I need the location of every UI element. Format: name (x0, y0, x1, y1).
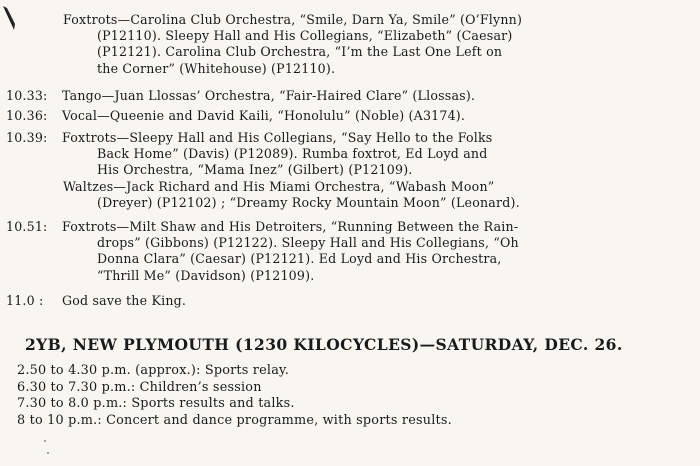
entry-1051 (6, 219, 678, 284)
entry-line: Waltzes—Jack Richard and His Miami Orchestra, “Wabash Moon” (63, 178, 495, 194)
entry-1033 (6, 88, 678, 104)
entry-time: 10.36: (6, 108, 48, 123)
intro-line-2: (P12121). Carolina Club Orchestra, “I’m the Last One Left on (97, 44, 503, 60)
schedule-line: 6.30 to 7.30 p.m.: Children’s session (17, 379, 262, 395)
schedule-line: 8 to 10 p.m.: Concert and dance programme, with sports results. (17, 412, 452, 428)
intro-line-1: (P12110). Sleepy Hall and His Collegians, “Elizabeth” (Caesar) (97, 28, 513, 44)
intro-block (6, 12, 678, 77)
intro-line-3: the Corner” (Whitehouse) (P12110). (97, 60, 336, 76)
station-heading: 2YB, NEW PLYMOUTH (1230 KILOCYCLES)—SATURDAY, DEC. 26. (25, 335, 623, 354)
entry-line: Vocal—Queenie and David Kaili, “Honolulu” (Noble) (A3174). (62, 108, 466, 123)
entry-line: God save the King. (62, 293, 187, 308)
intro-line-0: Foxtrots—Carolina Club Orchestra, “Smile, Darn Ya, Smile” (O’Flynn) (63, 12, 523, 27)
entry-1100 (6, 293, 678, 309)
entry-line: Foxtrots—Sleepy Hall and His Collegians, “Say Hello to the Folks (62, 130, 493, 145)
station-schedule (17, 363, 677, 429)
entry-line: Back Home” (Davis) (P12089). Rumba foxtrot, Ed Loyd and (97, 146, 488, 162)
schedule-line: 2.50 to 4.30 p.m. (approx.): Sports relay. (17, 363, 290, 378)
entry-time: 10.33: (6, 88, 48, 103)
print-speck (47, 452, 49, 454)
entry-line: (Dreyer) (P12102) ; “Dreamy Rocky Mountain Moon” (Leonard). (97, 194, 520, 210)
entry-line: Tango—Juan Llossas’ Orchestra, “Fair-Haired Clare” (Llossas). (62, 88, 476, 103)
entry-line: drops” (Gibbons) (P12122). Sleepy Hall and His Collegians, “Oh (97, 235, 519, 251)
entry-line: Foxtrots—Milt Shaw and His Detroiters, “Running Between the Rain- (62, 219, 519, 234)
entry-line: Donna Clara” (Caesar) (P12121). Ed Loyd and His Orchestra, (97, 251, 502, 267)
entry-line: His Orchestra, “Mama Inez” (Gilbert) (P12109). (97, 162, 413, 178)
entry-time: 10.39: (6, 130, 48, 145)
print-speck (44, 440, 46, 442)
entry-time: 11.0 : (6, 293, 44, 308)
entry-1036 (6, 108, 678, 124)
entry-time: 10.51: (6, 219, 48, 234)
entry-line: “Thrill Me” (Davidson) (P12109). (97, 267, 315, 283)
schedule-line: 7.30 to 8.0 p.m.: Sports results and talks. (17, 396, 295, 412)
entry-1039 (6, 130, 678, 211)
